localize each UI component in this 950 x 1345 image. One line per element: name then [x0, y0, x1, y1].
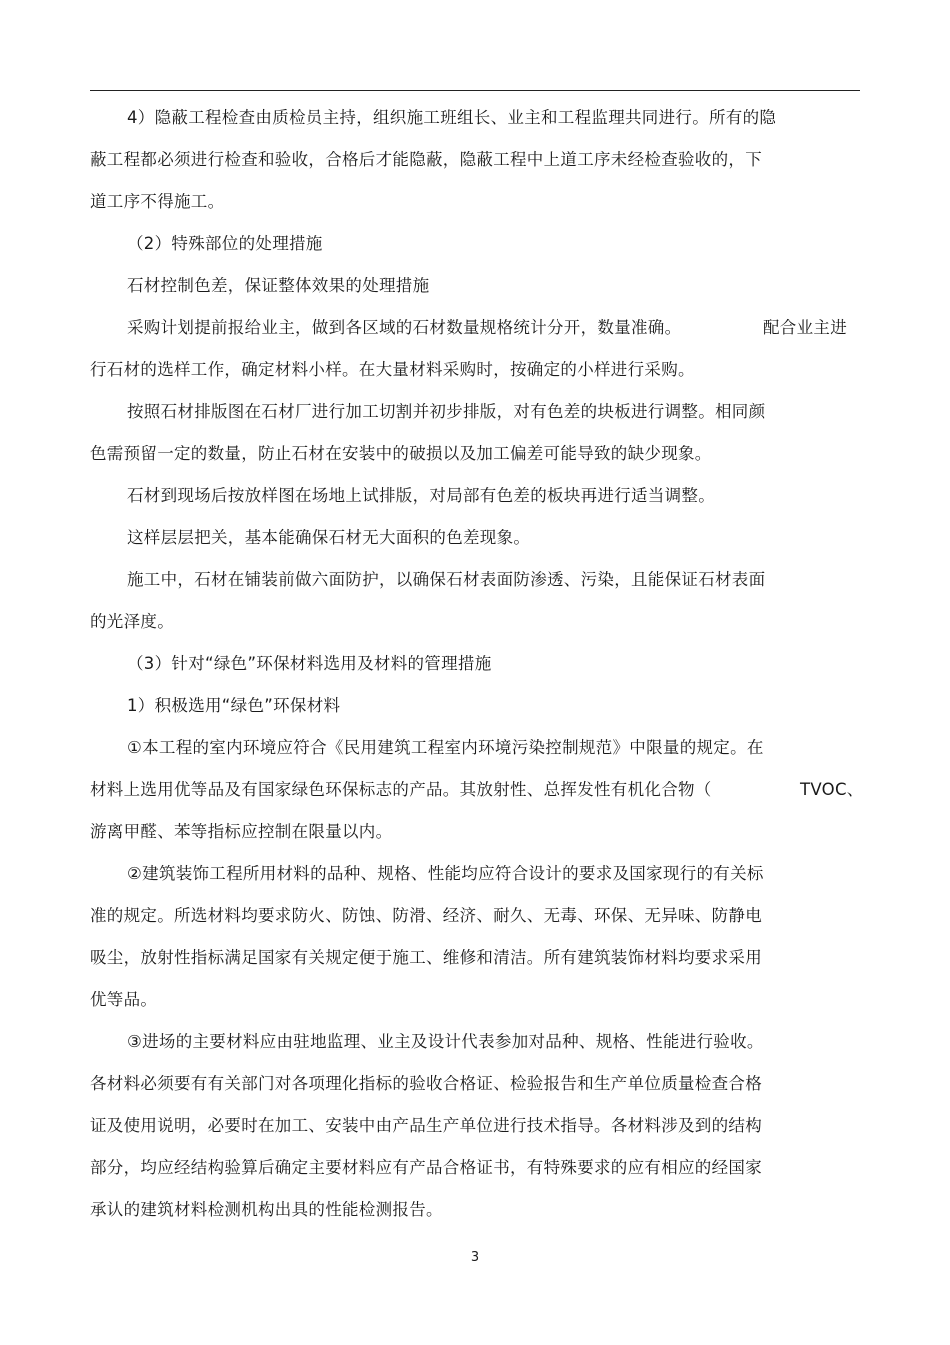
paragraph-line: ①本工程的室内环境应符合《民用建筑工程室内环境污染控制规范》中限量的规定。在	[127, 738, 764, 757]
paragraph-line: 材料上选用优等品及有国家绿色环保标志的产品。其放射性、总挥发性有机化合物（	[90, 780, 712, 799]
paragraph-line: 部分，均应经结构验算后确定主要材料应有产品合格证书，有特殊要求的应有相应的经国家	[90, 1158, 762, 1177]
section-heading: （3）针对“绿色”环保材料选用及材料的管理措施	[127, 654, 492, 673]
paragraph-line: 石材到现场后按放样图在场地上试排版，对局部有色差的板块再进行适当调整。	[127, 486, 715, 505]
header-rule	[90, 90, 860, 91]
paragraph-line: 蔽工程都必须进行检查和验收，合格后才能隐蔽，隐蔽工程中上道工序未经检查验收的，下	[90, 150, 762, 169]
paragraph-line: ②建筑装饰工程所用材料的品种、规格、性能均应符合设计的要求及国家现行的有关标	[127, 864, 764, 883]
paragraph-line: TVOC、	[800, 780, 864, 799]
paragraph-line: 配合业主进	[763, 318, 847, 337]
paragraph-line: 行石材的选样工作，确定材料小样。在大量材料采购时，按确定的小样进行采购。	[90, 360, 695, 379]
paragraph-line: 准的规定。所选材料均要求防火、防蚀、防滑、经济、耐久、无毒、环保、无异味、防静电	[90, 906, 762, 925]
paragraph-line: 优等品。	[90, 990, 158, 1009]
paragraph-line: 承认的建筑材料检测机构出具的性能检测报告。	[90, 1200, 443, 1219]
paragraph-line: 各材料必须要有有关部门对各项理化指标的验收合格证、检验报告和生产单位质量检查合格	[90, 1074, 762, 1093]
paragraph-line: 4）隐蔽工程检查由质检员主持，组织施工班组长、业主和工程监理共同进行。所有的隐	[127, 108, 777, 127]
paragraph-line: ③进场的主要材料应由驻地监理、业主及设计代表参加对品种、规格、性能进行验收。	[127, 1032, 764, 1051]
section-heading: （2）特殊部位的处理措施	[127, 234, 323, 253]
subsection-heading: 1）积极选用“绿色”环保材料	[127, 696, 341, 715]
paragraph-line: 采购计划提前报给业主，做到各区域的石材数量规格统计分开，数量准确。	[127, 318, 682, 337]
paragraph-line: 施工中，石材在铺装前做六面防护，以确保石材表面防渗透、污染，且能保证石材表面	[127, 570, 766, 589]
paragraph-line: 证及使用说明，必要时在加工、安装中由产品生产单位进行技术指导。各材料涉及到的结构	[90, 1116, 762, 1135]
paragraph-line: 这样层层把关，基本能确保石材无大面积的色差现象。	[127, 528, 531, 547]
page-number: 3	[470, 1250, 480, 1265]
paragraph-line: 吸尘，放射性指标满足国家有关规定便于施工、维修和清洁。所有建筑装饰材料均要求采用	[90, 948, 762, 967]
paragraph-line: 的光泽度。	[90, 612, 174, 631]
paragraph-line: 道工序不得施工。	[90, 192, 225, 211]
paragraph-line: 石材控制色差，保证整体效果的处理措施	[127, 276, 430, 295]
paragraph-line: 色需预留一定的数量，防止石材在安装中的破损以及加工偏差可能导致的缺少现象。	[90, 444, 712, 463]
paragraph-line: 游离甲醛、苯等指标应控制在限量以内。	[90, 822, 393, 841]
paragraph-line: 按照石材排版图在石材厂进行加工切割并初步排版，对有色差的块板进行调整。相同颜	[127, 402, 766, 421]
